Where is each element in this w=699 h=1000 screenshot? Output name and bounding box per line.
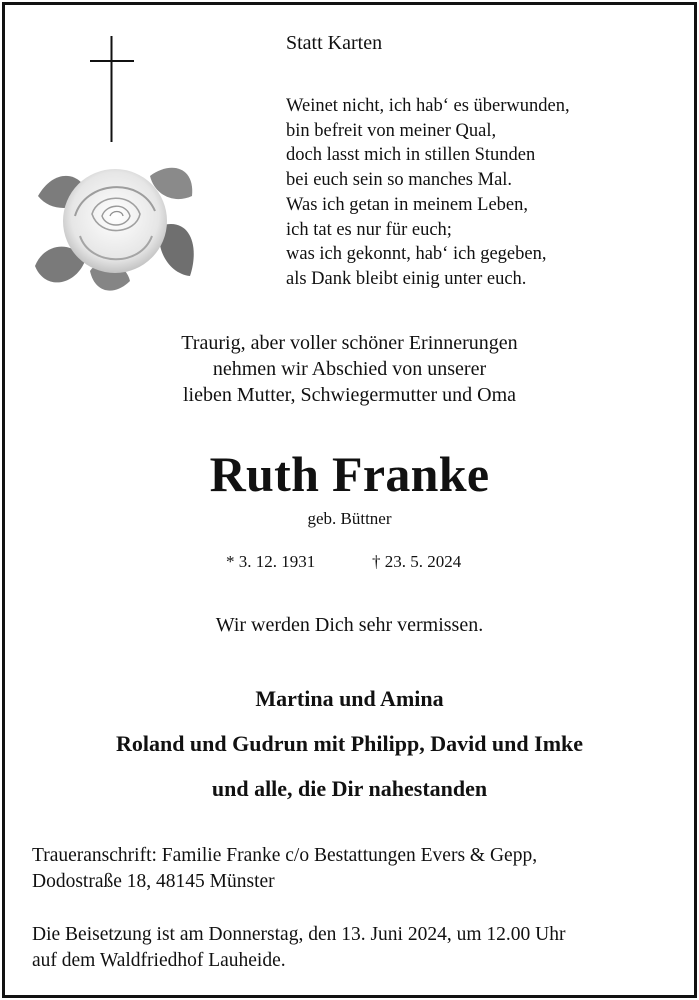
address-line: Dodostraße 18, 48145 Münster	[32, 871, 275, 892]
statt-karten-heading: Statt Karten	[286, 32, 383, 54]
address-line: Traueranschrift: Familie Franke c/o Bestattungen Evers & Gepp,	[32, 845, 538, 866]
deceased-name: Ruth Franke	[209, 446, 490, 502]
poem-line: als Dank bleibt einig unter euch.	[286, 268, 527, 289]
poem-line: Was ich getan in meinem Leben,	[286, 194, 529, 215]
poem-line: Weinet nicht, ich hab‘ es überwunden,	[286, 96, 570, 116]
death-date: † 23. 5. 2024	[372, 552, 462, 571]
funeral-line: auf dem Waldfriedhof Lauheide.	[32, 950, 286, 971]
funeral-line: Die Beisetzung ist am Donnerstag, den 13. Juni 2024, um 12.00 Uhr	[32, 924, 566, 945]
intro-text	[0, 330, 699, 408]
poem-line: ich tat es nur für euch;	[286, 219, 452, 240]
poem-line: bin befreit von meiner Qual,	[286, 120, 497, 141]
cross-icon	[88, 36, 136, 144]
poem-line: was ich gekonnt, hab‘ ich gegeben,	[286, 244, 547, 265]
family-list	[0, 676, 699, 811]
family-line: und alle, die Dir nahestanden	[211, 776, 488, 801]
poem	[286, 94, 570, 292]
intro-line: Traurig, aber voller schöner Erinnerungen	[181, 332, 518, 354]
poem-line: doch lasst mich in stillen Stunden	[286, 145, 536, 166]
birth-name: geb. Büttner	[307, 509, 392, 528]
birth-date: * 3. 12. 1931	[226, 552, 316, 571]
poem-line: bei euch sein so manches Mal.	[286, 170, 513, 191]
family-line: Roland und Gudrun mit Philipp, David und Imke	[115, 731, 584, 756]
intro-line: nehmen wir Abschied von unserer	[212, 358, 487, 380]
rose-icon	[30, 156, 200, 298]
mourning-address	[32, 843, 537, 895]
funeral-info	[32, 922, 565, 974]
family-line: Martina und Amina	[255, 686, 444, 711]
intro-line: lieben Mutter, Schwiegermutter und Oma	[183, 384, 516, 406]
farewell-text: Wir werden Dich sehr vermissen.	[215, 614, 484, 636]
